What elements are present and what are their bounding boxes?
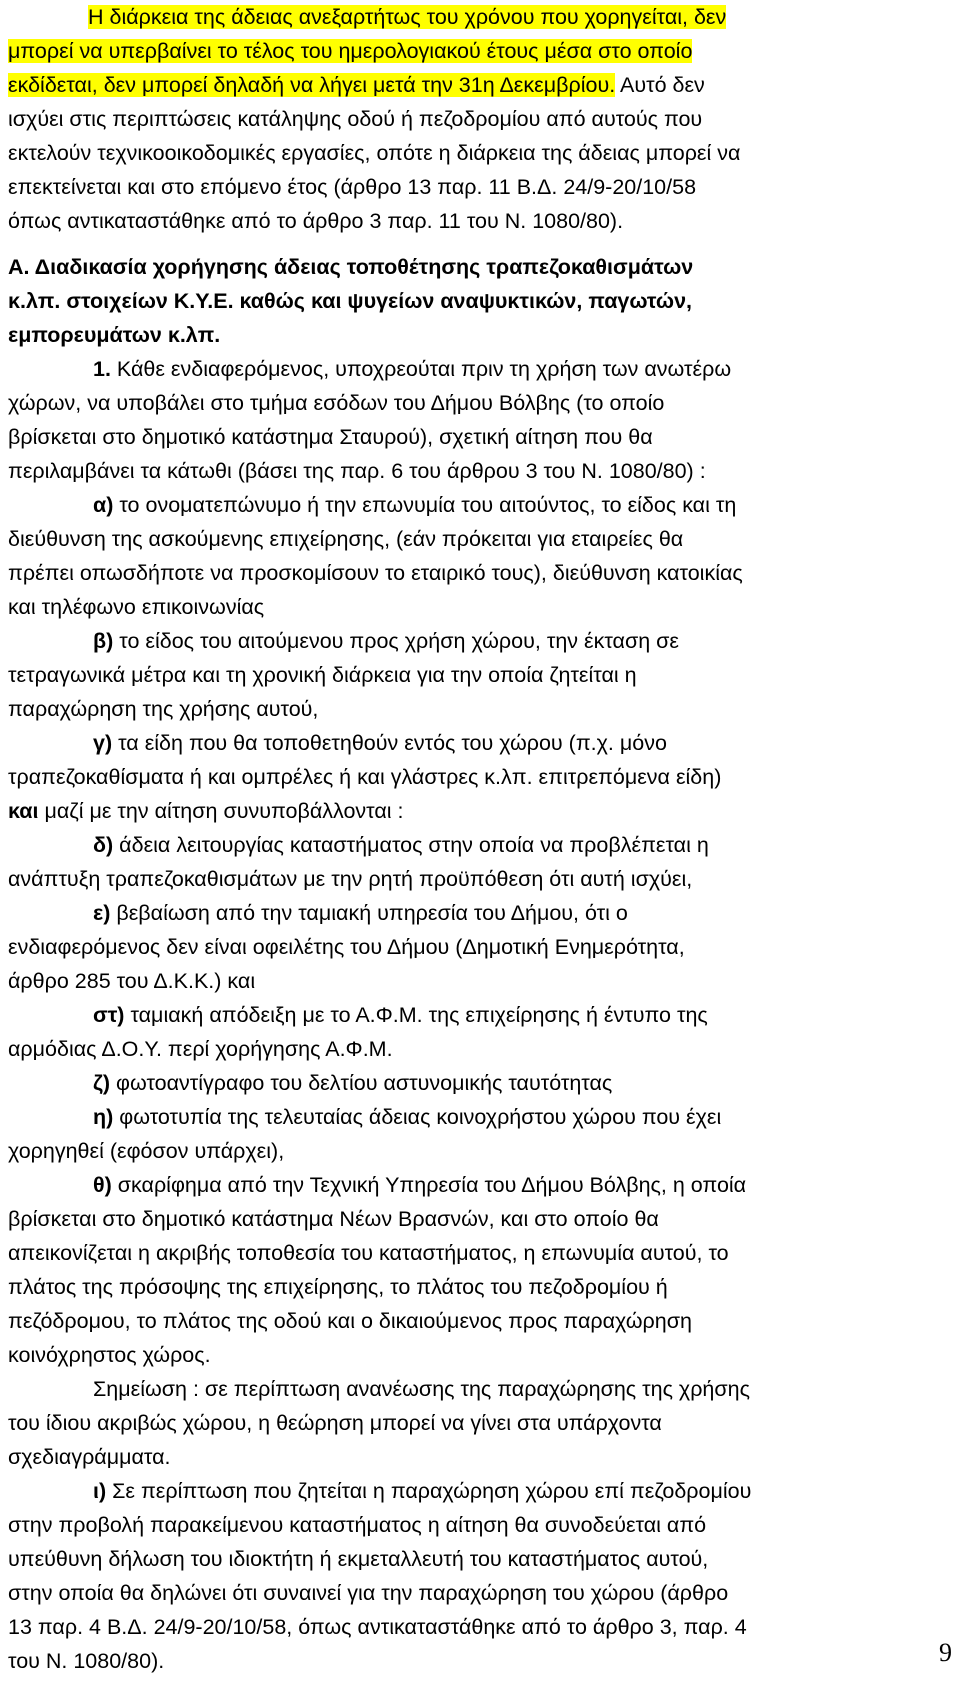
- text-line: το είδος του αιτούμενου προς χρήση χώρου, την έκταση σε: [113, 629, 680, 653]
- text-line: κοινόχρηστος χώρος.: [8, 1343, 211, 1367]
- text-line: πλάτος της πρόσοψης της επιχείρησης, το πλάτος του πεζοδρομίου ή: [8, 1275, 668, 1299]
- highlighted-text: εκδίδεται, δεν μπορεί δηλαδή να λήγει μετά την 31η Δεκεμβρίου.: [8, 73, 616, 97]
- heading-line: Α. Διαδικασία χορήγησης άδειας τοποθέτησης τραπεζοκαθισμάτων: [8, 255, 694, 279]
- item-label: στ): [93, 1003, 125, 1027]
- item-label: γ): [93, 731, 113, 755]
- text-line: χώρων, να υποβάλει στο τμήμα εσόδων του Δήμου Βόλβης (το οποίο: [8, 391, 665, 415]
- text-line: πεζόδρομου, το πλάτος της οδού και ο δικαιούμενος προς παραχώρηση: [8, 1309, 692, 1333]
- highlighted-text: Η διάρκεια της άδειας ανεξαρτήτως του χρόνου που χορηγείται, δεν: [88, 5, 727, 29]
- highlighted-text: μπορεί να υπερβαίνει το τέλος του ημερολογιακού έτους μέσα στο οποίο: [8, 39, 693, 63]
- text-line: άδεια λειτουργίας καταστήματος στην οποία να προβλέπεται η: [113, 833, 709, 857]
- text-line: το ονοματεπώνυμο ή την επωνυμία του αιτούντος, το είδος και τη: [113, 493, 737, 517]
- text-line: και τηλέφωνο επικοινωνίας: [8, 595, 265, 619]
- text-line: στην οποία θα δηλώνει ότι συναινεί για την παραχώρηση του χώρου (άρθρο: [8, 1581, 729, 1605]
- text-line: ταμιακή απόδειξη με το Α.Φ.Μ. της επιχείρησης ή έντυπο της: [124, 1003, 708, 1027]
- text-line: παραχώρηση της χρήσης αυτού,: [8, 697, 319, 721]
- text-line: βεβαίωση από την ταμιακή υπηρεσία του Δήμου, ότι ο: [110, 901, 628, 925]
- item-label: ι): [93, 1479, 107, 1503]
- item-number: 1.: [93, 357, 111, 381]
- text-line: αρμόδιας Δ.Ο.Υ. περί χορήγησης Α.Φ.Μ.: [8, 1037, 393, 1061]
- item-label: θ): [93, 1173, 112, 1197]
- text-line: εκτελούν τεχνικοοικοδομικές εργασίες, οπότε η διάρκεια της άδειας μπορεί να: [8, 141, 741, 165]
- text-line: Σε περίπτωση που ζητείται η παραχώρηση χώρου επί πεζοδρομίου: [106, 1479, 752, 1503]
- text-line: απεικονίζεται η ακριβής τοποθεσία του καταστήματος, η επωνυμία αυτού, το: [8, 1241, 729, 1265]
- text-line: ανάπτυξη τραπεζοκαθισμάτων με την ρητή προϋπόθεση ότι αυτή ισχύει,: [8, 867, 693, 891]
- text-line: όπως αντικαταστάθηκε από το άρθρο 3 παρ. 11 του Ν. 1080/80).: [8, 209, 624, 233]
- text-line: σχεδιαγράμματα.: [8, 1445, 171, 1469]
- item-label: ζ): [93, 1071, 111, 1095]
- text-line: χορηγηθεί (εφόσον υπάρχει),: [8, 1139, 285, 1163]
- item-label: β): [93, 629, 114, 653]
- text-line: στην προβολή παρακείμενου καταστήματος η αίτηση θα συνοδεύεται από: [8, 1513, 707, 1537]
- text-line: μαζί με την αίτηση συνυποβάλλονται :: [38, 799, 404, 823]
- text-line: Αυτό δεν: [615, 73, 705, 97]
- text-line: του ίδιου ακριβώς χώρου, η θεώρηση μπορεί να γίνει στα υπάρχοντα: [8, 1411, 662, 1435]
- note-line: Σημείωση : σε περίπτωση ανανέωσης της παραχώρησης της χρήσης: [93, 1377, 750, 1401]
- text-line: άρθρο 285 του Δ.Κ.Κ.) και: [8, 969, 256, 993]
- text-line: βρίσκεται στο δημοτικό κατάστημα Σταυρού), σχετική αίτηση που θα: [8, 425, 653, 449]
- text-line: πρέπει οπωσδήποτε να προσκομίσουν το εταιρικό τους), διεύθυνση κατοικίας: [8, 561, 743, 585]
- text-line: του Ν. 1080/80).: [8, 1649, 165, 1673]
- text-line: επεκτείνεται και στο επόμενο έτος (άρθρο 13 παρ. 11 Β.Δ. 24/9-20/10/58: [8, 175, 697, 199]
- heading-line: εμπορευμάτων κ.λπ.: [8, 323, 221, 347]
- text-line: περιλαμβάνει τα κάτωθι (βάσει της παρ. 6 του άρθρου 3 του Ν. 1080/80) :: [8, 459, 706, 483]
- text-line: ισχύει στις περιπτώσεις κατάληψης οδού ή πεζοδρομίου από αυτούς που: [8, 107, 703, 131]
- text-line: υπεύθυνη δήλωση του ιδιοκτήτη ή εκμεταλλευτή του καταστήματος αυτού,: [8, 1547, 709, 1571]
- page-number: 9: [939, 1638, 952, 1667]
- text-line: Κάθε ενδιαφερόμενος, υποχρεούται πριν τη χρήση των ανωτέρω: [110, 357, 732, 381]
- heading-line: κ.λπ. στοιχείων Κ.Υ.Ε. καθώς και ψυγείων αναψυκτικών, παγωτών,: [8, 289, 693, 313]
- text-line: τετραγωνικά μέτρα και τη χρονική διάρκεια για την οποία ζητείται η: [8, 663, 637, 687]
- text-line: σκαρίφημα από την Τεχνική Υπηρεσία του Δήμου Βόλβης, η οποία: [111, 1173, 747, 1197]
- and-label: και: [8, 799, 39, 823]
- text-line: ενδιαφερόμενος δεν είναι οφειλέτης του Δήμου (Δημοτική Ενημερότητα,: [8, 935, 685, 959]
- text-line: τα είδη που θα τοποθετηθούν εντός του χώρου (π.χ. μόνο: [112, 731, 667, 755]
- item-label: α): [93, 493, 114, 517]
- text-line: 13 παρ. 4 Β.Δ. 24/9-20/10/58, όπως αντικαταστάθηκε από το άρθρο 3, παρ. 4: [8, 1615, 747, 1639]
- item-label: η): [93, 1105, 114, 1129]
- text-line: βρίσκεται στο δημοτικό κατάστημα Νέων Βρασνών, και στο οποίο θα: [8, 1207, 659, 1231]
- item-label: δ): [93, 833, 114, 857]
- text-line: φωτοαντίγραφο του δελτίου αστυνομικής ταυτότητας: [110, 1071, 613, 1095]
- text-line: διεύθυνση της ασκούμενης επιχείρησης, (εάν πρόκειται για εταιρείες θα: [8, 527, 684, 551]
- text-line: φωτοτυπία της τελευταίας άδειας κοινοχρήστου χώρου που έχει: [113, 1105, 722, 1129]
- text-line: τραπεζοκαθίσματα ή και ομπρέλες ή και γλάστρες κ.λπ. επιτρεπόμενα είδη): [8, 765, 722, 789]
- item-label: ε): [93, 901, 111, 925]
